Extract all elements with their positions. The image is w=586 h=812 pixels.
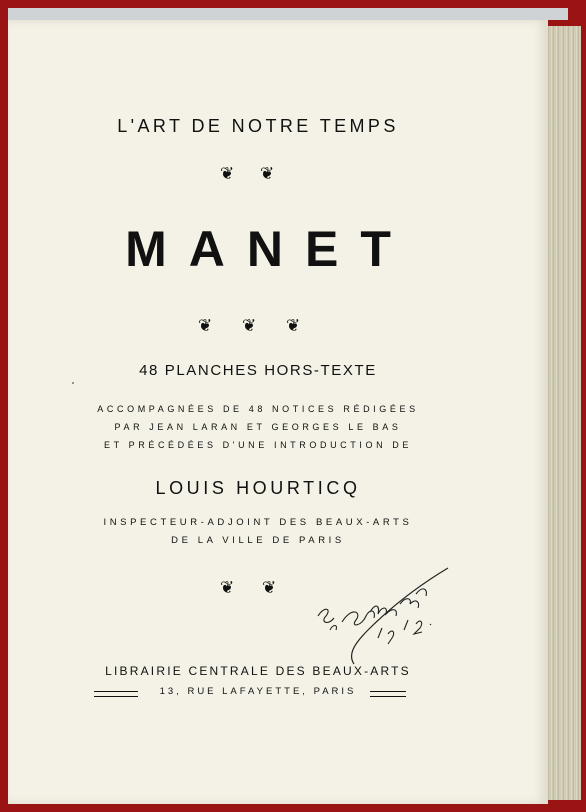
fleuron-ornament-icon: ❦: [220, 164, 235, 184]
notice-line: ACCOMPAGNÉES DE 48 NOTICES RÉDIGÉES: [97, 404, 419, 414]
fleuron-ornament-icon: ❦: [242, 316, 257, 336]
decorative-rule: [370, 691, 406, 697]
scan-top-strip: [8, 8, 568, 20]
fleuron-ornament-icon: ❦: [262, 578, 277, 598]
handwritten-signature: [308, 560, 468, 670]
fleuron-ornament-icon: ❦: [260, 164, 275, 184]
main-title: MANET: [125, 221, 413, 277]
author-role-line: INSPECTEUR-ADJOINT DES BEAUX-ARTS: [103, 517, 413, 528]
author-role-line: DE LA VILLE DE PARIS: [171, 535, 345, 546]
fleuron-ornament-icon: ❦: [220, 578, 235, 598]
fleuron-ornament-icon: ❦: [198, 316, 213, 336]
author-name: LOUIS HOURTICQ: [155, 478, 361, 498]
notice-line: PAR JEAN LARAN ET GEORGES LE BAS: [114, 422, 402, 432]
fleuron-ornament-icon: ❦: [286, 316, 301, 336]
ink-speck: [72, 382, 74, 384]
notice-line: ET PRÉCÉDÉES D'UNE INTRODUCTION DE: [104, 440, 412, 450]
plates-line: 48 PLANCHES HORS-TEXTE: [139, 362, 377, 379]
publisher-name: LIBRAIRIE CENTRALE DES BEAUX-ARTS: [105, 664, 411, 678]
publisher-address: 13, RUE LAFAYETTE, PARIS: [159, 686, 357, 697]
title-page: [8, 20, 548, 804]
book-page-edges: [544, 26, 581, 800]
series-title: L'ART DE NOTRE TEMPS: [117, 116, 399, 136]
